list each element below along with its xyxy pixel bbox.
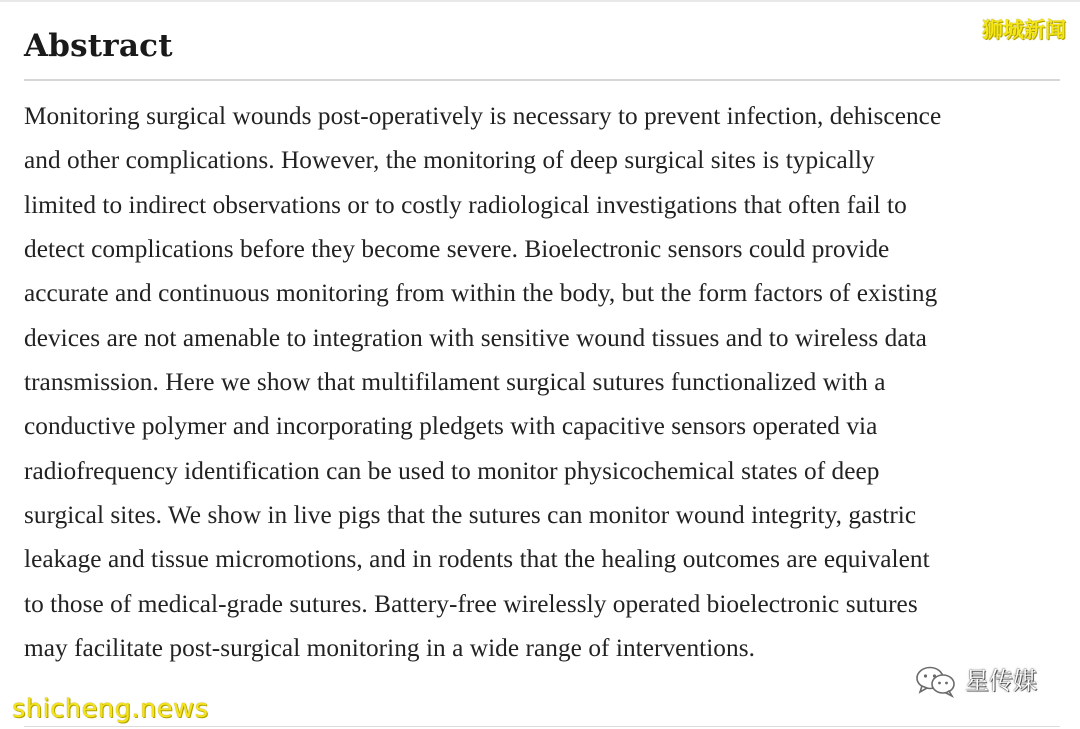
abstract-heading: Abstract	[24, 28, 173, 64]
watermark-bottom-right-text: 星传媒	[965, 667, 1037, 695]
watermark-bottom-right	[913, 664, 1037, 698]
abstract-body	[24, 94, 1064, 670]
watermark-top-right: 狮城新闻	[982, 18, 1066, 42]
watermark-bottom-left: shicheng.news	[12, 694, 209, 724]
abstract-line: Monitoring surgical wounds post-operatively is necessary to prevent infection, dehiscence	[24, 102, 942, 130]
abstract-line: may facilitate post-surgical monitoring in a wide range of interventions.	[24, 634, 755, 663]
abstract-line: conductive polymer and incorporating pledgets with capacitive sensors operated via	[24, 412, 878, 441]
bottom-divider	[24, 726, 1060, 727]
abstract-line: detect complications before they become severe. Bioelectronic sensors could provide	[24, 235, 890, 264]
wechat-icon	[913, 664, 959, 698]
abstract-line: to those of medical-grade sutures. Battery-free wirelessly operated bioelectronic sutures	[24, 589, 918, 618]
abstract-line: surgical sites. We show in live pigs that the sutures can monitor wound integrity, gastric	[24, 501, 917, 530]
heading-divider	[24, 79, 1060, 81]
abstract-line: and other complications. However, the monitoring of deep surgical sites is typically	[24, 146, 875, 175]
abstract-line: devices are not amenable to integration with sensitive wound tissues and to wireless data	[24, 323, 927, 352]
abstract-line: leakage and tissue micromotions, and in rodents that the healing outcomes are equivalent	[24, 545, 930, 574]
top-border	[0, 0, 1080, 2]
abstract-line: accurate and continuous monitoring from within the body, but the form factors of existing	[24, 279, 938, 308]
abstract-line: transmission. Here we show that multifilament surgical sutures functionalized with a	[24, 368, 886, 397]
abstract-line: limited to indirect observations or to costly radiological investigations that often fail to	[24, 190, 907, 219]
abstract-line: radiofrequency identification can be used to monitor physicochemical states of deep	[24, 456, 880, 485]
